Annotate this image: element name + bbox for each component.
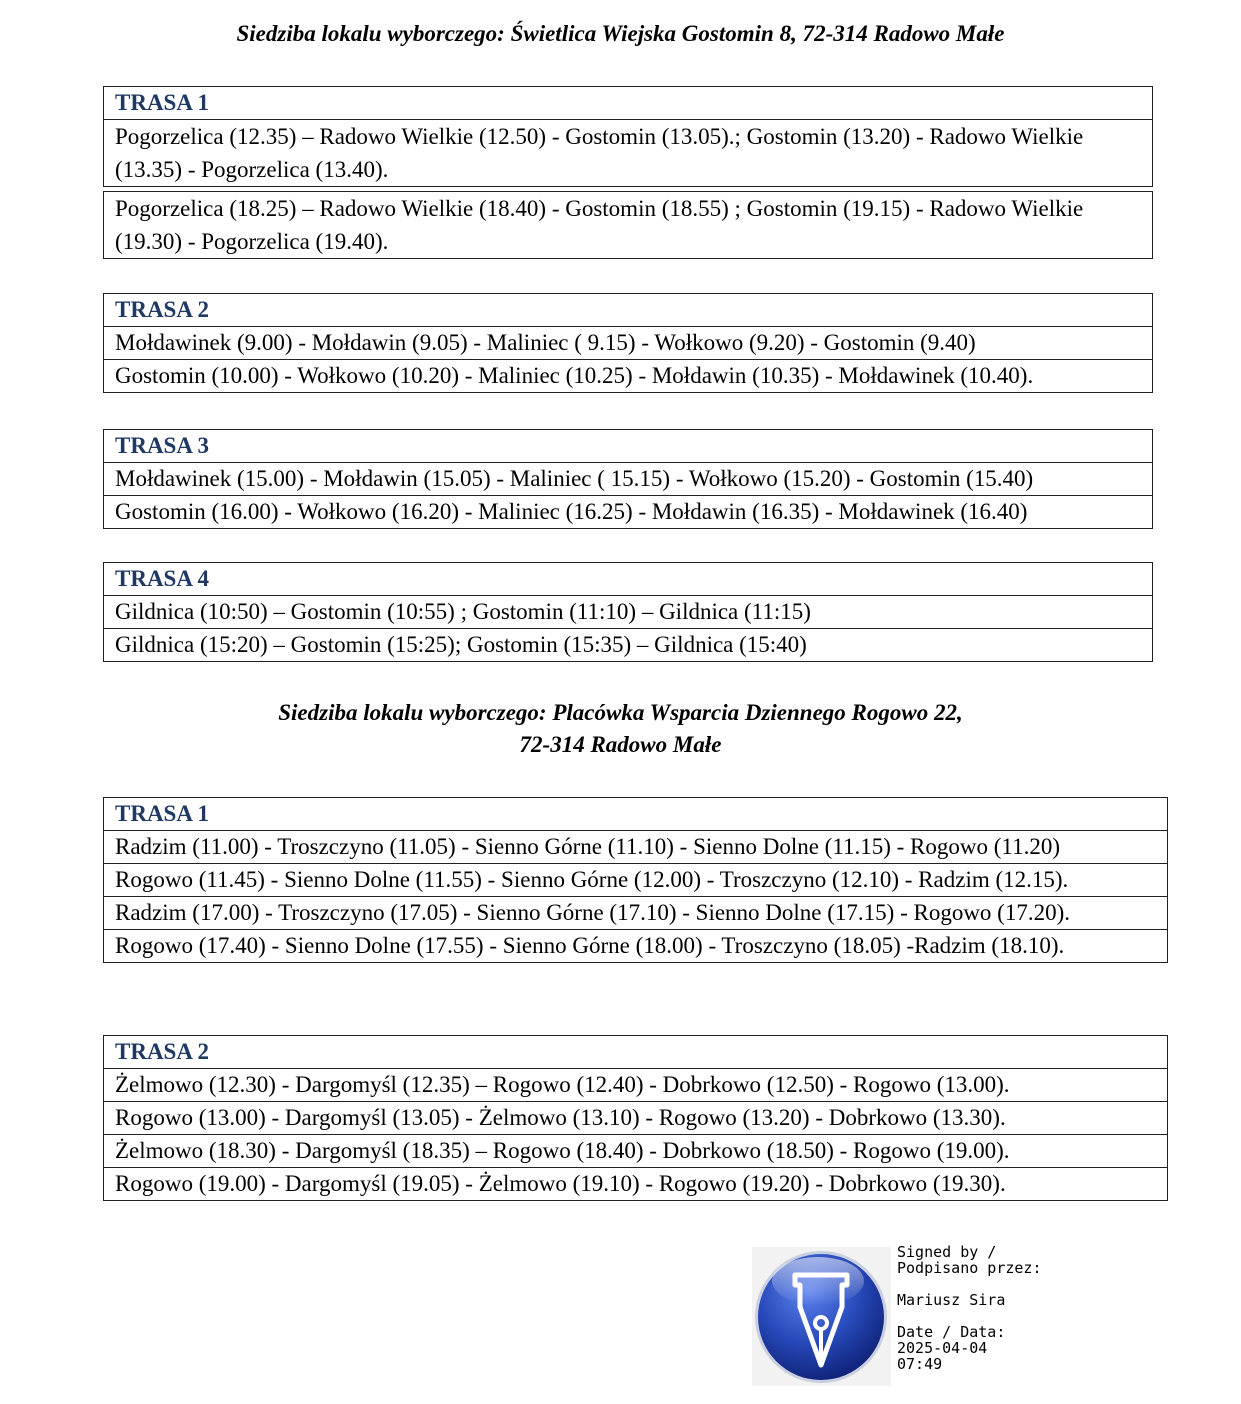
section2-heading-line1: Siedziba lokalu wyborczego: Placówka Wsparcia Dziennego Rogowo 22,	[278, 700, 963, 725]
route-row: Gostomin (16.00) - Wołkowo (16.20) - Maliniec (16.25) - Mołdawin (16.35) - Mołdawinek (16.40)	[104, 496, 1153, 529]
route-row: Żelmowo (12.30) - Dargomyśl (12.35) – Rogowo (12.40) - Dobrkowo (12.50) - Rogowo (13.00).	[104, 1069, 1168, 1102]
route-title: TRASA 1	[104, 798, 1168, 831]
signature-time: 07:49	[897, 1355, 943, 1373]
route-row: Mołdawinek (15.00) - Mołdawin (15.05) - Maliniec ( 15.15) - Wołkowo (15.20) - Gostomin (15.40)	[104, 463, 1153, 496]
route-table-s1-trasa4	[103, 562, 1153, 662]
signed-by-label: Signed by /	[897, 1243, 997, 1261]
section2-heading-line2: 72-314 Radowo Małe	[519, 732, 722, 757]
route-table-s1-trasa3	[103, 429, 1153, 529]
route-row: Rogowo (17.40) - Sienno Dolne (17.55) - Sienno Górne (18.00) - Troszczyno (18.05) -Radzim (18.10).	[104, 930, 1168, 963]
route-row: Rogowo (11.45) - Sienno Dolne (11.55) - Sienno Górne (12.00) - Troszczyno (12.10) - Radzim (12.15).	[104, 864, 1168, 897]
route-title: TRASA 2	[104, 294, 1153, 327]
route-title: TRASA 3	[104, 430, 1153, 463]
signature-block	[897, 1244, 1042, 1372]
signature-date: 2025-04-04	[897, 1339, 988, 1357]
route-table-s2-trasa1	[103, 797, 1168, 963]
route-row: Gildnica (10:50) – Gostomin (10:55) ; Gostomin (11:10) – Gildnica (11:15)	[104, 596, 1153, 629]
route-table-s1-trasa1	[103, 86, 1153, 187]
route-row: Pogorzelica (12.35) – Radowo Wielkie (12.50) - Gostomin (13.05).; Gostomin (13.20) - Radowo Wielkie (13.35) - Pogorzelica (13.40).	[104, 120, 1153, 187]
route-title: TRASA 2	[104, 1036, 1168, 1069]
route-row: Radzim (11.00) - Troszczyno (11.05) - Sienno Górne (11.10) - Sienno Dolne (11.15) - Rogowo (11.20)	[104, 831, 1168, 864]
route-row: Żelmowo (18.30) - Dargomyśl (18.35) – Rogowo (18.40) - Dobrkowo (18.50) - Rogowo (19.00).	[104, 1135, 1168, 1168]
route-title: TRASA 1	[104, 87, 1153, 120]
route-row: Mołdawinek (9.00) - Mołdawin (9.05) - Maliniec ( 9.15) - Wołkowo (9.20) - Gostomin (9.40)	[104, 327, 1153, 360]
route-row: Gostomin (10.00) - Wołkowo (10.20) - Maliniec (10.25) - Mołdawin (10.35) - Mołdawinek (10.40).	[104, 360, 1153, 393]
date-label: Date / Data:	[897, 1323, 1006, 1341]
route-title: TRASA 4	[104, 563, 1153, 596]
fountain-pen-icon	[752, 1247, 891, 1386]
route-table-s1-trasa2	[103, 293, 1153, 393]
route-row: Rogowo (19.00) - Dargomyśl (19.05) - Żelmowo (19.10) - Rogowo (19.20) - Dobrkowo (19.30).	[104, 1168, 1168, 1201]
route-row: Radzim (17.00) - Troszczyno (17.05) - Sienno Górne (17.10) - Sienno Dolne (17.15) - Rogowo (17.20).	[104, 897, 1168, 930]
signed-by-label-pl: Podpisano przez:	[897, 1259, 1042, 1277]
route-row: Rogowo (13.00) - Dargomyśl (13.05) - Żelmowo (13.10) - Rogowo (13.20) - Dobrkowo (13.30).	[104, 1102, 1168, 1135]
route-row: Gildnica (15:20) – Gostomin (15:25); Gostomin (15:35) – Gildnica (15:40)	[104, 629, 1153, 662]
route-row: Pogorzelica (18.25) – Radowo Wielkie (18.40) - Gostomin (18.55) ; Gostomin (19.15) - Radowo Wielkie (19.30) - Pogorzelica (19.40).	[104, 192, 1153, 259]
section1-heading: Siedziba lokalu wyborczego: Świetlica Wiejska Gostomin 8, 72-314 Radowo Małe	[236, 21, 1005, 46]
route-table-s1-trasa1-evening	[103, 191, 1153, 259]
signer-name: Mariusz Sira	[897, 1291, 1006, 1309]
route-table-s2-trasa2	[103, 1035, 1168, 1201]
